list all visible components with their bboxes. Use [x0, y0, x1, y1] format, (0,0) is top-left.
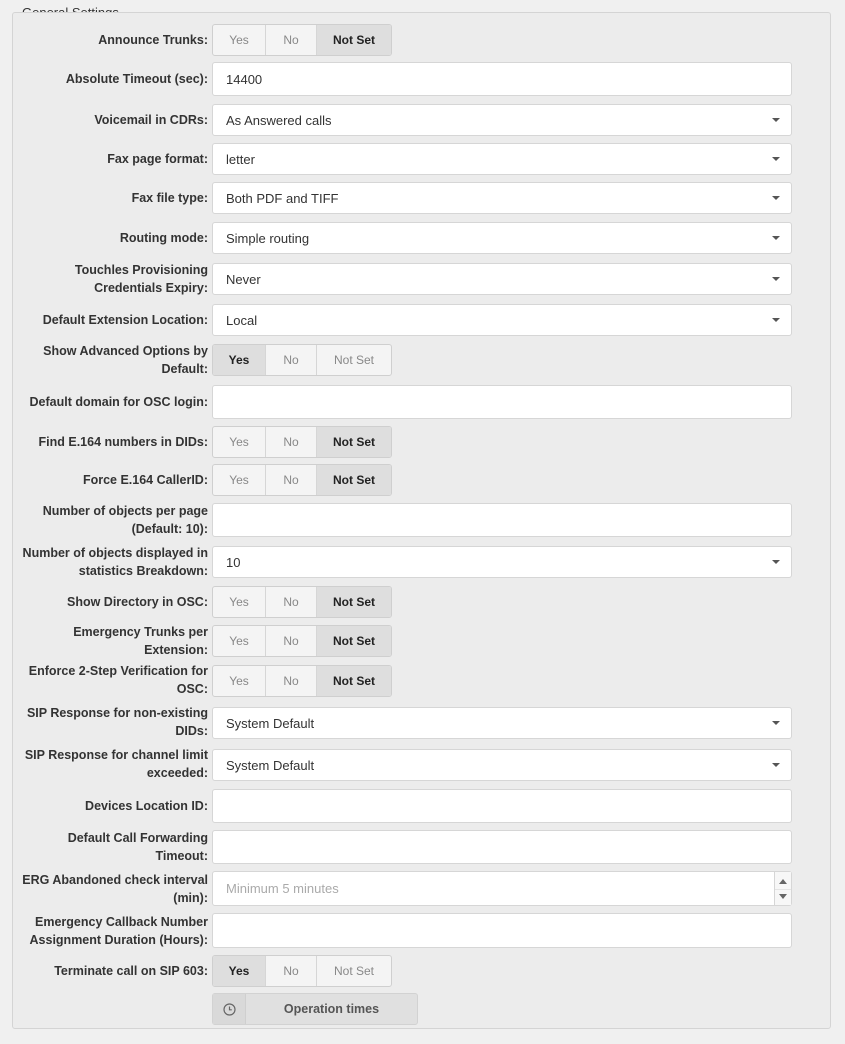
emergency-callback-label: Emergency Callback Number Assignment Duration (Hours): — [29, 915, 208, 947]
show-advanced-toggle — [212, 344, 392, 376]
chevron-down-icon — [772, 236, 780, 240]
routing-mode-value: Simple routing — [226, 230, 310, 246]
force-e164-label: Force E.164 CallerID: — [82, 473, 208, 487]
sip-channel-limit-select[interactable] — [212, 749, 792, 781]
fax-page-format-label: Fax page format: — [107, 152, 208, 166]
absolute-timeout-label: Absolute Timeout (sec): — [65, 72, 208, 86]
terminate-sip603-no[interactable]: No — [266, 956, 317, 986]
show-directory-no[interactable]: No — [266, 587, 317, 617]
show-advanced-yes[interactable]: Yes — [213, 345, 266, 375]
force-e164-yes[interactable]: Yes — [213, 465, 266, 495]
find-e164-no[interactable]: No — [266, 427, 317, 457]
announce-trunks-yes[interactable]: Yes — [213, 25, 266, 55]
chevron-down-icon — [772, 157, 780, 161]
objects-stats-select[interactable] — [212, 546, 792, 578]
enforce-2step-not-set[interactable]: Not Set — [317, 666, 391, 696]
announce-trunks-toggle — [212, 24, 392, 56]
chevron-down-icon — [772, 118, 780, 122]
objects-per-page-input[interactable] — [212, 503, 792, 537]
chevron-up-icon[interactable] — [779, 879, 787, 884]
devices-location-input[interactable] — [212, 789, 792, 823]
operation-times-label: Operation times — [283, 1002, 380, 1016]
default-cf-timeout-input[interactable] — [212, 830, 792, 864]
voicemail-cdrs-value: As Answered calls — [226, 112, 332, 128]
default-ext-location-value: Local — [226, 312, 258, 328]
find-e164-yes[interactable]: Yes — [213, 427, 266, 457]
emergency-trunks-no[interactable]: No — [266, 626, 317, 656]
default-ext-location-select[interactable] — [212, 304, 792, 336]
terminate-sip603-toggle — [212, 955, 392, 987]
chevron-down-icon — [772, 763, 780, 767]
terminate-sip603-yes[interactable]: Yes — [213, 956, 266, 986]
voicemail-cdrs-label: Voicemail in CDRs: — [94, 113, 208, 127]
find-e164-label: Find E.164 numbers in DIDs: — [38, 435, 208, 449]
objects-stats-value: 10 — [226, 554, 241, 570]
find-e164-toggle — [212, 426, 392, 458]
chevron-down-icon — [772, 196, 780, 200]
default-ext-location-label: Default Extension Location: — [42, 313, 208, 327]
absolute-timeout-value: 14400 — [226, 71, 263, 87]
chevron-down-icon — [772, 560, 780, 564]
find-e164-not-set[interactable]: Not Set — [317, 427, 391, 457]
fax-page-format-select[interactable] — [212, 143, 792, 175]
show-directory-toggle — [212, 586, 392, 618]
default-domain-osc-label: Default domain for OSC login: — [29, 395, 208, 409]
sip-nonexisting-select[interactable] — [212, 707, 792, 739]
fax-file-type-label: Fax file type: — [131, 191, 208, 205]
force-e164-toggle — [212, 464, 392, 496]
emergency-trunks-yes[interactable]: Yes — [213, 626, 266, 656]
fax-file-type-select[interactable] — [212, 182, 792, 214]
erg-abandoned-placeholder: Minimum 5 minutes — [226, 881, 339, 896]
sip-channel-limit-label: SIP Response for channel limit exceeded: — [24, 748, 208, 780]
default-domain-osc-input[interactable] — [212, 385, 792, 419]
chevron-down-icon — [772, 721, 780, 725]
force-e164-not-set[interactable]: Not Set — [317, 465, 391, 495]
clock-icon — [213, 994, 246, 1024]
emergency-trunks-toggle — [212, 625, 392, 657]
spinner-divider — [775, 889, 791, 890]
terminate-sip603-label: Terminate call on SIP 603: — [54, 964, 208, 978]
objects-per-page-label: Number of objects per page (Default: 10): — [42, 504, 208, 536]
chevron-down-icon — [772, 277, 780, 281]
erg-abandoned-number-input[interactable] — [212, 871, 792, 906]
enforce-2step-toggle — [212, 665, 392, 697]
show-advanced-label: Show Advanced Options by Default: — [43, 344, 208, 376]
terminate-sip603-not-set[interactable]: Not Set — [333, 964, 375, 978]
show-directory-label: Show Directory in OSC: — [67, 595, 208, 609]
sip-channel-limit-value: System Default — [226, 757, 315, 773]
show-directory-yes[interactable]: Yes — [213, 587, 266, 617]
sip-nonexisting-label: SIP Response for non-existing DIDs: — [26, 706, 208, 738]
enforce-2step-yes[interactable]: Yes — [213, 666, 266, 696]
touchless-expiry-select[interactable] — [212, 263, 792, 295]
announce-trunks-label: Announce Trunks: — [98, 33, 208, 47]
force-e164-no[interactable]: No — [266, 465, 317, 495]
objects-stats-label: Number of objects displayed in statistics Breakdown: — [22, 546, 208, 578]
emergency-trunks-not-set[interactable]: Not Set — [317, 626, 391, 656]
touchless-expiry-label: Touchles Provisioning Credentials Expiry: — [74, 263, 208, 295]
default-cf-timeout-label: Default Call Forwarding Timeout: — [67, 831, 208, 863]
show-advanced-no[interactable]: No — [266, 345, 317, 375]
sip-nonexisting-value: System Default — [226, 715, 315, 731]
touchless-expiry-value: Never — [226, 271, 261, 287]
erg-abandoned-label: ERG Abandoned check interval (min): — [22, 873, 208, 905]
emergency-callback-input[interactable] — [212, 913, 792, 948]
enforce-2step-label: Enforce 2-Step Verification for OSC: — [28, 664, 208, 696]
absolute-timeout-input[interactable] — [212, 62, 792, 96]
devices-location-label: Devices Location ID: — [85, 799, 208, 813]
routing-mode-select[interactable] — [212, 222, 792, 254]
show-directory-not-set[interactable]: Not Set — [317, 587, 391, 617]
announce-trunks-not-set[interactable]: Not Set — [317, 25, 391, 55]
fax-page-format-value: letter — [226, 151, 255, 167]
chevron-down-icon — [772, 318, 780, 322]
fax-file-type-value: Both PDF and TIFF — [226, 190, 339, 206]
routing-mode-label: Routing mode: — [119, 231, 208, 245]
number-spinner[interactable] — [774, 872, 791, 905]
chevron-down-icon[interactable] — [779, 894, 787, 899]
operation-times-button[interactable] — [212, 993, 418, 1025]
announce-trunks-no[interactable]: No — [266, 25, 317, 55]
voicemail-cdrs-select[interactable] — [212, 104, 792, 136]
enforce-2step-no[interactable]: No — [266, 666, 317, 696]
show-advanced-not-set[interactable]: Not Set — [333, 353, 375, 367]
emergency-trunks-label: Emergency Trunks per Extension: — [73, 625, 208, 657]
